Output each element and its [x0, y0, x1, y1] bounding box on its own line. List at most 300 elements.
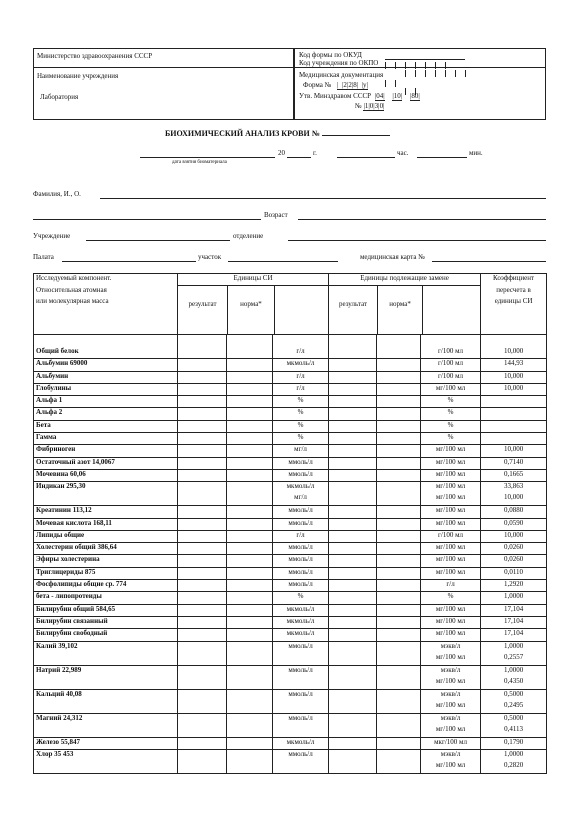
component-name: Остаточный азот 14,0067 — [36, 457, 115, 466]
old-result-cell[interactable] — [329, 641, 377, 665]
form-digit-4: у — [363, 81, 367, 89]
si-norm-cell[interactable] — [227, 396, 273, 408]
coefficient-cell — [481, 408, 547, 420]
si-unit: мкмоль/л — [286, 482, 315, 491]
si-result-cell[interactable] — [178, 567, 227, 579]
si-unit: мкмоль/л — [286, 616, 315, 625]
coefficient-cell — [481, 641, 547, 665]
si-result-cell[interactable] — [178, 469, 227, 481]
si-unit-cell — [273, 749, 329, 773]
component-name: Мочевина 60,06 — [36, 469, 86, 478]
si-unit: % — [297, 396, 304, 405]
old-norm-cell[interactable] — [377, 604, 421, 616]
old-result-cell[interactable] — [329, 555, 377, 567]
old-unit-cell — [421, 359, 481, 371]
si-norm-header: норма* — [228, 286, 275, 334]
old-norm-cell[interactable] — [377, 629, 421, 641]
coefficient-cell — [481, 629, 547, 641]
header-left-box — [33, 48, 294, 120]
old-unit: мг/100 мл — [435, 493, 466, 502]
table-row — [34, 665, 547, 689]
old-unit: мг/100 мл — [435, 700, 466, 709]
old-result-cell[interactable] — [329, 506, 377, 518]
old-result-cell[interactable] — [329, 518, 377, 530]
old-norm-cell[interactable] — [377, 749, 421, 773]
si-unit: ммоль/л — [288, 641, 313, 650]
coefficient: 10,000 — [503, 493, 524, 502]
table-row — [34, 396, 547, 408]
si-norm-cell[interactable] — [227, 433, 273, 445]
component-name-cell — [34, 749, 178, 773]
si-unit-cell — [273, 616, 329, 628]
si-norm-cell[interactable] — [227, 713, 273, 737]
old-result-cell[interactable] — [329, 737, 377, 749]
old-norm-cell[interactable] — [377, 347, 421, 359]
component-name: Общий белок — [36, 346, 79, 355]
replace-units-header — [329, 274, 481, 335]
old-norm-cell[interactable] — [377, 567, 421, 579]
fio-field[interactable] — [100, 198, 546, 199]
si-unit: г/л — [296, 530, 305, 539]
component-name-cell — [34, 592, 178, 604]
coefficient-cell — [481, 689, 547, 713]
old-norm-cell[interactable] — [377, 665, 421, 689]
si-norm-cell[interactable] — [227, 689, 273, 713]
si-norm-cell[interactable] — [227, 616, 273, 628]
si-unit-cell — [273, 580, 329, 592]
institution-name-label: Наименование учреждения — [37, 72, 119, 80]
table-row — [34, 749, 547, 773]
si-unit: ммоль/л — [288, 689, 313, 698]
component-name-cell — [34, 408, 178, 420]
old-unit-cell — [421, 445, 481, 457]
component-name: Холестерин общий 386,64 — [36, 543, 117, 552]
old-result-cell[interactable] — [329, 396, 377, 408]
old-unit: мг/100 мл — [435, 445, 466, 454]
si-unit: ммоль/л — [288, 555, 313, 564]
si-result-cell[interactable] — [178, 433, 227, 445]
si-norm-cell[interactable] — [227, 371, 273, 383]
si-unit-cell — [273, 641, 329, 665]
coefficient: 0,1790 — [503, 737, 524, 746]
old-unit: % — [447, 396, 454, 405]
coef-header-line: Коэффициент — [493, 274, 535, 282]
table-row — [34, 371, 547, 383]
old-result-cell[interactable] — [329, 420, 377, 432]
old-norm-cell[interactable] — [377, 641, 421, 665]
component-name: Гамма — [36, 433, 57, 442]
old-norm-cell[interactable] — [377, 383, 421, 395]
si-result-cell[interactable] — [178, 408, 227, 420]
si-unit-cell — [273, 567, 329, 579]
old-norm-cell[interactable] — [377, 482, 421, 506]
component-name: Билирубин связанный — [36, 616, 108, 625]
old-norm-cell[interactable] — [377, 713, 421, 737]
component-name-cell — [34, 665, 178, 689]
si-result-cell[interactable] — [178, 347, 227, 359]
old-norm-cell[interactable] — [377, 592, 421, 604]
coefficient: 10,000 — [503, 346, 524, 355]
si-result-cell[interactable] — [178, 629, 227, 641]
old-unit: мг/100 мл — [435, 652, 466, 661]
old-unit-cell — [421, 347, 481, 359]
old-result-cell[interactable] — [329, 445, 377, 457]
old-norm-cell[interactable] — [377, 580, 421, 592]
old-unit-cell — [421, 567, 481, 579]
component-name-cell — [34, 629, 178, 641]
old-norm-cell[interactable] — [377, 506, 421, 518]
coefficient-cell — [481, 433, 547, 445]
old-unit: г/100 мл — [438, 371, 464, 380]
approved-number-digit: 1 — [364, 102, 369, 110]
year-suffix: 20 — [278, 149, 285, 157]
component-name-cell — [34, 689, 178, 713]
si-result-cell[interactable] — [178, 616, 227, 628]
old-result-cell[interactable] — [329, 749, 377, 773]
component-name: Альфа 1 — [36, 396, 63, 405]
old-unit: мг/100 мл — [435, 555, 466, 564]
coefficient-cell — [481, 665, 547, 689]
old-norm-cell[interactable] — [377, 445, 421, 457]
old-unit: мг/100 мл — [435, 676, 466, 685]
si-result-cell[interactable] — [178, 737, 227, 749]
coefficient-cell — [481, 506, 547, 518]
old-unit: мг/100 мл — [435, 616, 466, 625]
si-norm-cell[interactable] — [227, 665, 273, 689]
si-result-cell[interactable] — [178, 580, 227, 592]
component-name-cell — [34, 469, 178, 481]
si-result-cell[interactable] — [178, 396, 227, 408]
coefficient: 0,4350 — [503, 676, 524, 685]
old-unit-cell — [421, 665, 481, 689]
si-unit: ммоль/л — [288, 506, 313, 515]
old-unit-cell — [421, 641, 481, 665]
component-name: Фибриноген — [36, 445, 76, 454]
coef-header-line: пересчета в — [496, 285, 531, 294]
coefficient-cell — [481, 567, 547, 579]
component-name-cell — [34, 555, 178, 567]
si-result-cell[interactable] — [178, 530, 227, 542]
si-unit-cell — [273, 457, 329, 469]
old-result-cell[interactable] — [329, 567, 377, 579]
old-unit-cell — [421, 469, 481, 481]
si-result-cell[interactable] — [178, 749, 227, 773]
si-norm-cell[interactable] — [227, 518, 273, 530]
old-result-cell[interactable] — [329, 433, 377, 445]
ward-label: Палата — [33, 253, 54, 261]
si-norm-cell[interactable] — [227, 641, 273, 665]
si-result-cell[interactable] — [178, 482, 227, 506]
component-header-line: Относительная атомная — [36, 285, 107, 294]
header-right-box — [294, 48, 546, 120]
old-norm-cell[interactable] — [377, 433, 421, 445]
si-result-cell[interactable] — [178, 543, 227, 555]
old-norm-cell[interactable] — [377, 457, 421, 469]
component-name: Калий 39,102 — [36, 641, 78, 650]
old-result-cell[interactable] — [329, 347, 377, 359]
component-name: Хлор 35 453 — [36, 749, 74, 758]
old-result-cell[interactable] — [329, 383, 377, 395]
si-result-cell[interactable] — [178, 665, 227, 689]
coefficient-cell — [481, 518, 547, 530]
card-field[interactable] — [432, 261, 546, 262]
coefficient-header — [481, 274, 547, 335]
si-norm-cell[interactable] — [227, 420, 273, 432]
old-norm-cell[interactable] — [377, 396, 421, 408]
old-unit: мэкв/л — [440, 665, 461, 674]
old-result-cell[interactable] — [329, 592, 377, 604]
approved-row: Утв. Минздравом СССР |04| |10| |80| — [299, 92, 420, 100]
old-unit-cell — [421, 689, 481, 713]
old-norm-cell[interactable] — [377, 555, 421, 567]
coefficient-cell — [481, 543, 547, 555]
old-norm-cell[interactable] — [377, 469, 421, 481]
si-result-cell[interactable] — [178, 506, 227, 518]
si-norm-cell[interactable] — [227, 543, 273, 555]
si-unit: мг/л — [294, 445, 307, 454]
si-unit: г/л — [296, 371, 305, 380]
coefficient-cell — [481, 737, 547, 749]
old-unit: % — [447, 408, 454, 417]
old-unit-cell — [421, 482, 481, 506]
component-name-cell — [34, 567, 178, 579]
si-unit-cell — [273, 347, 329, 359]
si-result-cell[interactable] — [178, 383, 227, 395]
si-unit-cell — [273, 396, 329, 408]
si-norm-cell[interactable] — [227, 567, 273, 579]
old-norm-cell[interactable] — [377, 543, 421, 555]
coefficient-cell — [481, 420, 547, 432]
si-norm-cell[interactable] — [227, 629, 273, 641]
old-unit: мэкв/л — [440, 749, 461, 758]
date-caption: дата взятия биоматериала — [172, 160, 227, 165]
coefficient: 10,000 — [503, 383, 524, 392]
old-unit: г/100 мл — [438, 359, 464, 368]
old-unit: мг/100 мл — [435, 518, 466, 527]
si-norm-cell[interactable] — [227, 469, 273, 481]
si-result-cell[interactable] — [178, 457, 227, 469]
coefficient: 0,0880 — [503, 506, 524, 515]
component-name-cell — [34, 641, 178, 665]
coefficient: 0,4113 — [504, 724, 524, 733]
table-row — [34, 433, 547, 445]
coefficient-cell — [481, 713, 547, 737]
component-name: Магний 24,312 — [36, 713, 83, 722]
age-field[interactable] — [298, 219, 546, 220]
si-norm-cell[interactable] — [227, 555, 273, 567]
old-result-cell[interactable] — [329, 665, 377, 689]
coefficient: 1,2920 — [503, 580, 524, 589]
si-unit-cell — [273, 604, 329, 616]
okpo-label: Код учреждения по ОКПО — [299, 59, 379, 67]
old-norm-cell[interactable] — [377, 689, 421, 713]
old-result-cell[interactable] — [329, 616, 377, 628]
coefficient: 0,0260 — [503, 543, 524, 552]
old-result-cell[interactable] — [329, 408, 377, 420]
component-name: Альбумин — [36, 371, 69, 380]
coefficient-cell — [481, 530, 547, 542]
component-name-cell — [34, 737, 178, 749]
coefficient: 0,2495 — [503, 700, 524, 709]
component-name-cell — [34, 347, 178, 359]
si-norm-cell[interactable] — [227, 604, 273, 616]
table-row — [34, 457, 547, 469]
age-label: Возраст — [264, 211, 288, 219]
coefficient: 17,104 — [503, 604, 524, 613]
si-unit-cell — [273, 482, 329, 506]
component-name: Билирубин общий 584,65 — [36, 604, 116, 613]
table-row — [34, 592, 547, 604]
coefficient: 33,863 — [503, 482, 524, 491]
old-unit-cell — [421, 580, 481, 592]
old-result-cell[interactable] — [329, 469, 377, 481]
district-field[interactable] — [228, 261, 338, 262]
old-result-cell[interactable] — [329, 629, 377, 641]
table-row — [34, 567, 547, 579]
coefficient: 10,000 — [503, 445, 524, 454]
si-result-cell[interactable] — [178, 713, 227, 737]
old-unit: мг/100 мл — [435, 506, 466, 515]
coefficient: 0,5000 — [503, 713, 524, 722]
old-norm-cell[interactable] — [377, 408, 421, 420]
component-name-cell — [34, 433, 178, 445]
si-norm-cell[interactable] — [227, 749, 273, 773]
form-digit-2: 2 — [348, 81, 352, 89]
si-norm-cell[interactable] — [227, 359, 273, 371]
si-norm-cell[interactable] — [227, 347, 273, 359]
si-unit: ммоль/л — [288, 665, 313, 674]
old-result-cell[interactable] — [329, 530, 377, 542]
old-norm-cell[interactable] — [377, 530, 421, 542]
component-header-line: Исследуемый компонент. — [36, 274, 112, 282]
old-norm-cell[interactable] — [377, 371, 421, 383]
si-result-cell[interactable] — [178, 592, 227, 604]
si-result-cell[interactable] — [178, 689, 227, 713]
si-result-cell[interactable] — [178, 604, 227, 616]
table-row — [34, 408, 547, 420]
si-unit-cell — [273, 359, 329, 371]
old-unit-cell — [421, 396, 481, 408]
coefficient — [483, 421, 544, 432]
si-result-cell[interactable] — [178, 359, 227, 371]
table-row — [34, 347, 547, 359]
department-field[interactable] — [288, 240, 546, 241]
si-unit-cell — [273, 713, 329, 737]
old-result-cell[interactable] — [329, 359, 377, 371]
coefficient-cell — [481, 359, 547, 371]
si-result-cell[interactable] — [178, 445, 227, 457]
old-unit-cell — [421, 555, 481, 567]
approved-label: Утв. Минздравом СССР — [299, 92, 372, 100]
approved-number-row: № |1|0|3|0| — [355, 102, 385, 110]
old-unit-cell — [421, 713, 481, 737]
si-unit-cell — [273, 371, 329, 383]
table-row — [34, 604, 547, 616]
fio-label: Фамилия, И., О. — [33, 190, 81, 198]
ward-field[interactable] — [62, 261, 196, 262]
component-name: Натрий 22,989 — [36, 665, 82, 674]
old-unit: мэкв/л — [440, 713, 461, 722]
si-result-header: результат — [178, 286, 228, 334]
old-unit: % — [447, 433, 454, 442]
si-unit-cell — [273, 408, 329, 420]
old-result-cell[interactable] — [329, 713, 377, 737]
old-norm-cell[interactable] — [377, 518, 421, 530]
old-unit-cell — [421, 371, 481, 383]
component-header — [34, 274, 178, 335]
si-result-cell[interactable] — [178, 420, 227, 432]
component-name: Кальций 40,08 — [36, 689, 82, 698]
si-result-cell[interactable] — [178, 555, 227, 567]
si-result-cell[interactable] — [178, 518, 227, 530]
si-norm-cell[interactable] — [227, 737, 273, 749]
table-row — [34, 689, 547, 713]
table-row — [34, 445, 547, 457]
institution-field[interactable] — [86, 240, 230, 241]
si-norm-cell[interactable] — [227, 482, 273, 506]
si-norm-cell[interactable] — [227, 408, 273, 420]
component-name-cell — [34, 530, 178, 542]
si-result-cell[interactable] — [178, 371, 227, 383]
si-norm-cell[interactable] — [227, 445, 273, 457]
coefficient: 0,2557 — [503, 652, 524, 661]
old-norm-cell[interactable] — [377, 420, 421, 432]
old-result-cell[interactable] — [329, 543, 377, 555]
si-norm-cell[interactable] — [227, 383, 273, 395]
coef-header-line: единицы СИ — [494, 297, 533, 305]
si-unit-cell — [273, 420, 329, 432]
component-name: Фосфолипиды общие ср. 774 — [36, 580, 127, 589]
old-unit-cell — [421, 737, 481, 749]
old-result-cell[interactable] — [329, 604, 377, 616]
si-unit-cell — [273, 506, 329, 518]
form-number-row: Форма № | |2|2|8| |у| — [303, 81, 368, 89]
component-name-cell — [34, 383, 178, 395]
form-title-row — [165, 129, 390, 138]
component-name: бета - липопротеиды — [36, 592, 102, 601]
table-row — [34, 543, 547, 555]
coefficient-cell — [481, 371, 547, 383]
coefficient: 17,104 — [503, 629, 524, 638]
old-norm-cell[interactable] — [377, 737, 421, 749]
si-unit: мкмоль/л — [286, 737, 315, 746]
si-norm-cell[interactable] — [227, 457, 273, 469]
si-unit: ммоль/л — [288, 567, 313, 576]
si-norm-cell[interactable] — [227, 592, 273, 604]
si-unit: ммоль/л — [288, 457, 313, 466]
si-unit: % — [297, 592, 304, 601]
component-name-cell — [34, 445, 178, 457]
table-row — [34, 383, 547, 395]
old-result-cell[interactable] — [329, 371, 377, 383]
si-norm-cell[interactable] — [227, 530, 273, 542]
si-norm-cell[interactable] — [227, 580, 273, 592]
old-norm-cell[interactable] — [377, 359, 421, 371]
old-result-cell[interactable] — [329, 457, 377, 469]
old-result-cell[interactable] — [329, 482, 377, 506]
old-result-cell[interactable] — [329, 580, 377, 592]
table-row — [34, 506, 547, 518]
old-unit-cell — [421, 433, 481, 445]
replace-units-title: Единицы подлежащие замене — [329, 274, 480, 286]
old-norm-cell[interactable] — [377, 616, 421, 628]
component-name: Эфиры холестерина — [36, 555, 100, 564]
si-norm-cell[interactable] — [227, 506, 273, 518]
component-name: Глобулины — [36, 383, 72, 392]
component-name-cell — [34, 506, 178, 518]
si-result-cell[interactable] — [178, 641, 227, 665]
old-result-cell[interactable] — [329, 689, 377, 713]
